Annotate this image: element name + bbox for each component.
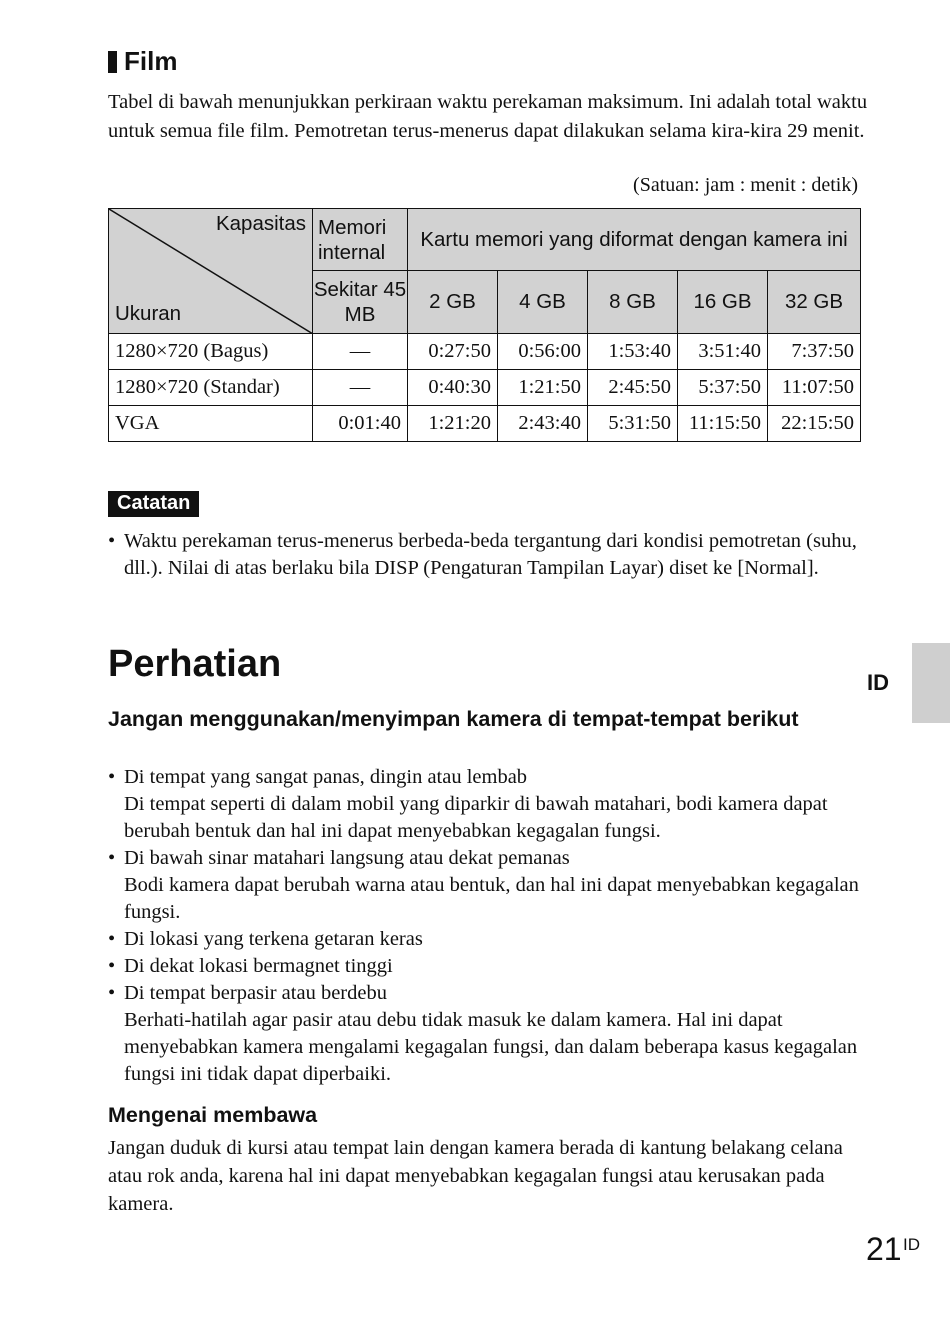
cell-value: 7:37:50 [768, 334, 861, 370]
cell-value: 2:45:50 [588, 370, 678, 406]
section-title: Perhatian [108, 643, 282, 685]
list-item [108, 845, 868, 926]
bullet-glyph: • [108, 928, 116, 950]
note-list [108, 528, 868, 582]
item-text: Di dekat lokasi bermagnet tinggi [124, 955, 393, 977]
cell-value: 11:15:50 [678, 406, 768, 442]
card-size-header: 8 GB [588, 271, 678, 334]
note-badge: Catatan [108, 491, 199, 517]
carry-heading: Mengenai membawa [108, 1103, 318, 1127]
list-item [108, 764, 868, 845]
film-intro-paragraph: Tabel di bawah menunjukkan perkiraan waktu perekaman maksimum. Ini adalah total waktu untuk semua file film. Pemotretan terus-menerus dapat dilakukan selama kira-kira 29 menit. [108, 91, 868, 142]
film-title: Film [124, 46, 178, 76]
list-item [108, 980, 868, 1088]
table-row [109, 334, 861, 370]
carry-paragraph: Jangan duduk di kursi atau tempat lain dengan kamera berada di kantung belakang celana atau rok anda, karena hal ini dapat menyebabkan kegagalan fungsi atau kerusakan pada kamera. [108, 1137, 843, 1215]
cell-value: 1:21:20 [408, 406, 498, 442]
row-label: 1280×720 (Standar) [109, 370, 313, 406]
film-heading [108, 46, 177, 77]
page-number-suffix: ID [903, 1235, 920, 1254]
card-size-header: 32 GB [768, 271, 861, 334]
cell-value: 1:21:50 [498, 370, 588, 406]
caution-list [108, 764, 868, 1088]
cell-value: 3:51:40 [678, 334, 768, 370]
card-size-header: 2 GB [408, 271, 498, 334]
internal-size-header: Sekitar 45 MB [313, 271, 408, 334]
cell-value: 1:53:40 [588, 334, 678, 370]
subheading: Jangan menggunakan/menyimpan kamera di tempat-tempat berikut [108, 707, 799, 731]
units-note: (Satuan: jam : menit : detik) [633, 174, 858, 196]
bullet-glyph: • [108, 982, 116, 1004]
bullet-glyph: • [108, 847, 116, 869]
cell-value: 2:43:40 [498, 406, 588, 442]
item-detail: Bodi kamera dapat berubah warna atau bentuk, dan hal ini dapat menyebabkan kegagalan fungsi. [124, 874, 859, 923]
list-item [108, 926, 868, 953]
language-tab-label: ID [867, 670, 889, 695]
size-label: Ukuran [115, 302, 182, 325]
memory-card-header: Kartu memori yang diformat dengan kamera ini [408, 209, 861, 271]
table-row [109, 370, 861, 406]
item-detail: Berhati-hatilah agar pasir atau debu tidak masuk ke dalam kamera. Hal ini dapat menyebabkan kamera mengalami kegagalan fungsi, dan dalam beberapa kasus kegagalan fungsi ini tidak dapat diperbaiki. [124, 1009, 858, 1085]
card-size-header: 4 GB [498, 271, 588, 334]
heading-bar-marker [108, 51, 117, 73]
capacity-label: Kapasitas [215, 212, 306, 235]
internal-memory-header: Memori internal [313, 209, 408, 271]
row-label: 1280×720 (Bagus) [109, 334, 313, 370]
item-text: Di tempat yang sangat panas, dingin atau lembab [124, 766, 528, 788]
list-item [108, 953, 868, 980]
card-size-header: 16 GB [678, 271, 768, 334]
internal-value: — [313, 334, 408, 370]
item-text: Di lokasi yang terkena getaran keras [124, 928, 423, 950]
cell-value: 0:56:00 [498, 334, 588, 370]
cell-value: 22:15:50 [768, 406, 861, 442]
bullet-glyph: • [108, 530, 116, 552]
internal-value: 0:01:40 [313, 406, 408, 442]
cell-value: 0:40:30 [408, 370, 498, 406]
row-label: VGA [109, 406, 313, 442]
diagonal-header-cell [109, 209, 313, 334]
bullet-glyph: • [108, 766, 116, 788]
cell-value: 5:31:50 [588, 406, 678, 442]
page-number: 21 [866, 1231, 902, 1267]
cell-value: 11:07:50 [768, 370, 861, 406]
note-text: Waktu perekaman terus-menerus berbeda-beda tergantung dari kondisi pemotretan (suhu, dll.). Nilai di atas berlaku bila DISP (Pengaturan Tampilan Layar) diset ke [Normal]. [124, 530, 857, 579]
language-tab-marker [912, 643, 950, 723]
recording-time-table [108, 208, 861, 442]
item-text: Di tempat berpasir atau berdebu [124, 982, 387, 1004]
internal-value: — [313, 370, 408, 406]
bullet-glyph: • [108, 955, 116, 977]
item-text: Di bawah sinar matahari langsung atau dekat pemanas [124, 847, 570, 869]
cell-value: 0:27:50 [408, 334, 498, 370]
table-row [109, 406, 861, 442]
cell-value: 5:37:50 [678, 370, 768, 406]
item-detail: Di tempat seperti di dalam mobil yang diparkir di bawah matahari, bodi kamera dapat berubah bentuk dan hal ini dapat menyebabkan kegagalan fungsi. [124, 793, 828, 842]
list-item [108, 528, 868, 582]
